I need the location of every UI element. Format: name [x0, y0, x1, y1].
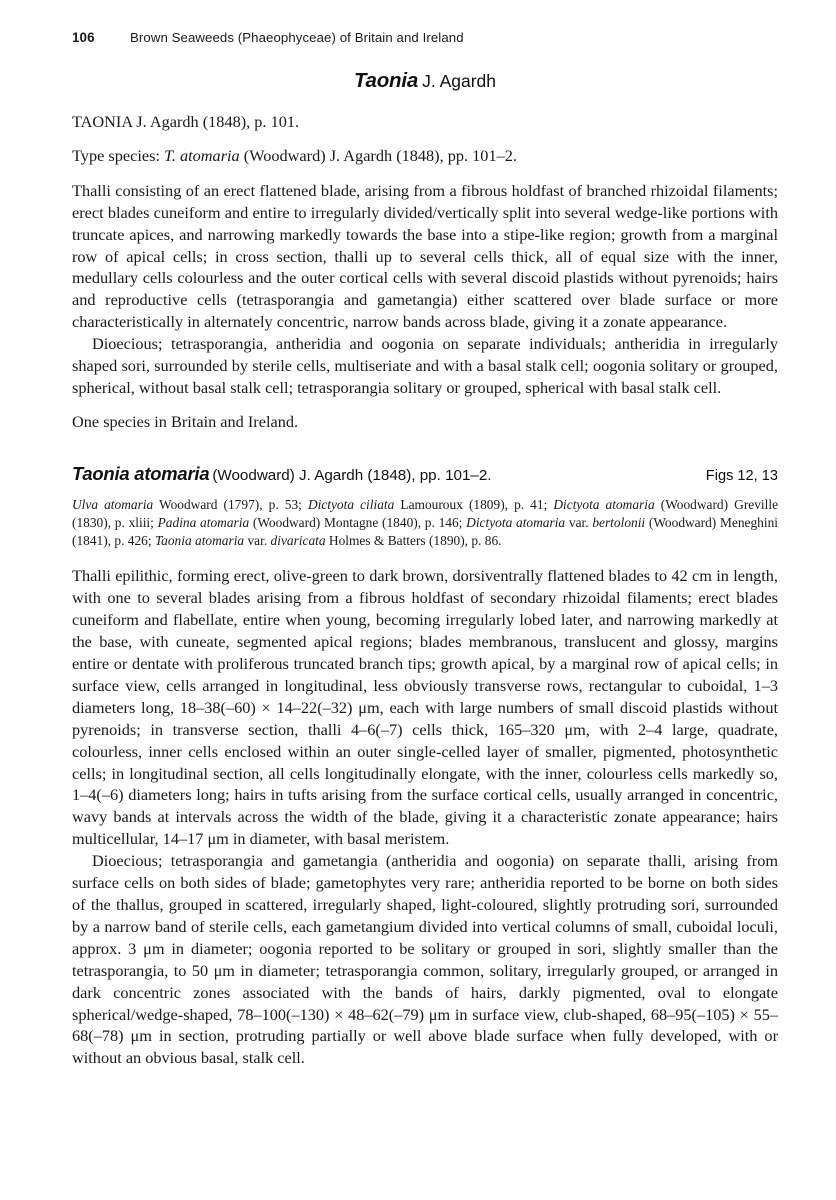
genus-description: Thalli consisting of an erect flattened blade, arising from a fibrous holdfast of branched rhizoidal filaments; erect blades cuneiform and entire to irregularly divided/vertically split into several wedge-like portions with truncate apices, and narrowing markedly towards the base into a stipe-like region; growth from a marginal row of apical cells; in cross section, thalli up to several cells thick, all of equal size with the inner, medullary cells colourless and the outer cortical cells with several discoid plastids without pyrenoids; hairs and reproductive cells (tetrasporangia and gametangia) either scattered over blade surface or more characteristically in alternately concentric, narrow bands across blade, giving it a zonate appearance. — [72, 180, 778, 332]
species-heading-text — [72, 463, 492, 485]
synonym-epithet: divaricata — [270, 533, 326, 549]
type-species-name: T. atomaria — [164, 146, 240, 166]
page-number: 106 — [72, 30, 95, 45]
type-species-rest: (Woodward) J. Agardh (1848), pp. 101–2. — [239, 146, 517, 166]
species-figure-refs: Figs 12, 13 — [705, 468, 778, 485]
species-description: Thalli epilithic, forming erect, olive-green to dark brown, dorsiventrally flattened blades to 42 cm in length, with one to several blades arising from a fibrous holdfast of secondary rhizoidal filaments; erect blades cuneiform and flabellate, entire when young, becoming irregularly lobed later, and narrowing markedly at the base, with cuneate, segmented apical regions; blades membranous, translucent and glossy, margins entire or dentate with proliferous truncated branch tips; growth apical, by a marginal row of apical cells; in surface view, cells arranged in longitudinal, less obviously transverse rows, rectangular to cuboidal, 1–3 diameters long, 18–38(–60) × 14–22(–32) μm, each with large numbers of small discoid plastids without pyrenoids; in transverse section, thalli 4–6(–7) cells thick, 165–320 μm, with 2–4 large, quadrate, colourless, inner cells enclosed within an outer single-celled layer of smaller, pigmented, photosynthetic cells; in longitudinal section, all cells longitudinally elongate, with the inner, colourless cells markedly so, 1–4(–6) diameters long; hairs in tufts arising from the surface cortical cells, usually arranged in concentric, wavy bands at intervals across the width of the blade, giving it a characteristic zonate appearance; hairs multicellular, 14–17 μm in diameter, with basal meristem. — [72, 566, 778, 849]
synonym-name: Dictyota ciliata — [307, 497, 395, 513]
genus-authority: J. Agardh — [422, 71, 497, 91]
type-species-label: Type species: — [72, 146, 164, 166]
synonym-name: Taonia atomaria — [154, 533, 245, 549]
running-head-title: Brown Seaweeds (Phaeophyceae) of Britain and Ireland — [130, 30, 464, 45]
synonym-citation: (Woodward) Greville (1830), p. xliii; — [72, 497, 779, 531]
genus-species-count: One species in Britain and Ireland. — [72, 412, 299, 432]
running-head — [72, 30, 778, 45]
genus-reproduction: Dioecious; tetrasporangia, antheridia and oogonia on separate individuals; antheridia in irregularly shaped sori, surrounded by sterile cells, multiseriate and with a basal stalk cell; oogonia solitary or grouped, spherical, without basal stalk cell; tetrasporangia solitary or grouped, spherical with basal stalk cell. — [72, 334, 778, 397]
species-name: Taonia atomaria — [72, 463, 210, 485]
synonym-rank: var. — [565, 515, 593, 531]
synonym-citation: Holmes & Batters (1890), p. 86. — [325, 533, 502, 549]
synonym-name: Dictyota atomaria — [553, 497, 655, 513]
synonym-name: Dictyota atomaria — [466, 515, 566, 531]
species-reproduction: Dioecious; tetrasporangia and gametangia (antheridia and oogonia) on separate thalli, arising from surface cells on both sides of blade; gametophytes very rare; antheridia reported to be borne on both sides of the thallus, grouped in scattered, irregularly shaped, light-coloured, slightly protruding sori, surrounded by a narrow band of sterile cells, each gametangium divided into vertical columns of small, cuboidal loculi, approx. 3 μm in diameter; oogonia reported to be solitary or grouped in sori, slightly smaller than the tetrasporangia, to 50 μm in diameter; tetrasporangia common, solitary, irregularly grouped, or arranged in dark concentric zones associated with the bands of hairs, darkly pigmented, oval to elongate spherical/wedge-shaped, 78–100(–130) × 48–62(–79) μm in surface view, club-shaped, 68–95(–105) × 55–68(–78) μm in section, protruding partially or well above blade surface when fully developed, with or without an obvious basal, stalk cell. — [72, 851, 778, 1068]
synonym-name: Padina atomaria — [157, 515, 250, 531]
synonym-citation: Woodward (1797), p. 53; — [153, 497, 308, 513]
genus-name: Taonia — [353, 69, 419, 92]
genus-heading — [72, 69, 778, 93]
species-authority: (Woodward) J. Agardh (1848), pp. 101–2. — [212, 467, 492, 485]
genus-type-species — [72, 145, 778, 167]
genus-protologue: TAONIA J. Agardh (1848), p. 101. — [72, 112, 300, 131]
synonym-rank: var. — [244, 533, 271, 549]
synonym-epithet: bertolonii — [592, 515, 646, 531]
synonym-citation: Lamouroux (1809), p. 41; — [394, 497, 554, 513]
synonym-name: Ulva atomaria — [72, 497, 154, 513]
species-synonymy — [72, 496, 778, 550]
species-heading — [72, 463, 778, 485]
synonym-citation: (Woodward) Meneghini (1841), p. 426; — [72, 515, 778, 549]
synonym-citation: (Woodward) Montagne (1840), p. 146; — [249, 515, 467, 531]
